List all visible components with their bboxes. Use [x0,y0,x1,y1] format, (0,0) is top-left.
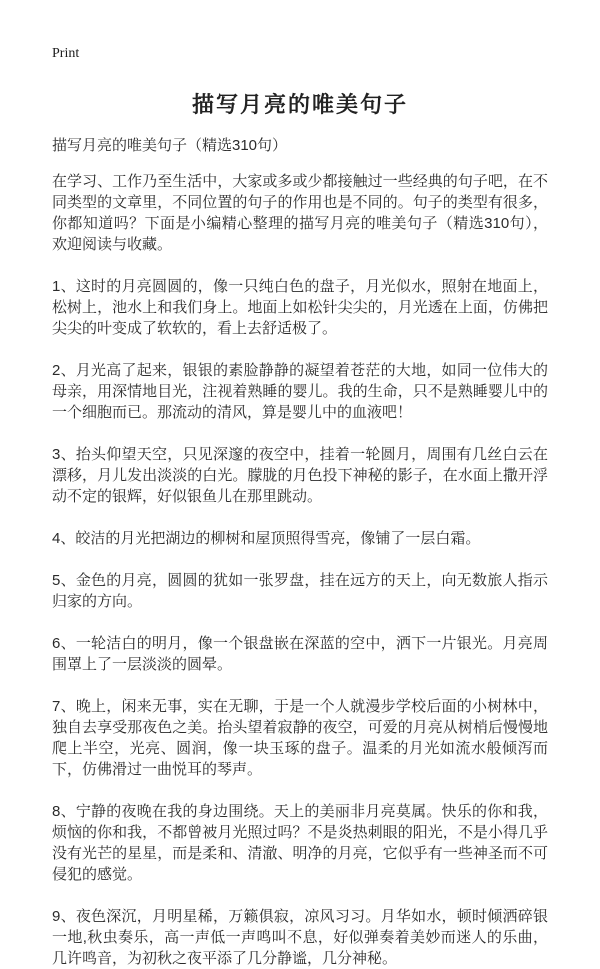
intro-paragraph: 在学习、工作乃至生活中，大家或多或少都接触过一些经典的句子吧，在不同类型的文章里，不同位置的句子的作用也是不同的。句子的类型有很多，你都知道吗？下面是小编精心整理的描写月亮的唯美句子（精选310句），欢迎阅读与收藏。 [52,173,548,253]
sentence-paragraph: 3、抬头仰望天空，只见深邃的夜空中，挂着一轮圆月，周围有几丝白云在漂移，月儿发出淡淡的白光。朦胧的月色投下神秘的影子，在水面上撒开浮动不定的银辉，好似银鱼儿在那里跳动。 [52,446,548,505]
sentence-paragraph: 4、皎洁的月光把湖边的柳树和屋顶照得雪亮，像铺了一层白霜。 [52,530,481,547]
page-title: 描写月亮的唯美句子 [191,92,408,117]
sentence-paragraph: 8、宁静的夜晚在我的身边围绕。天上的美丽非月亮莫属。快乐的你和我，烦恼的你和我，不都曾被月光照过吗？不是炎热刺眼的阳光，不是小得几乎没有光芒的星星，而是柔和、清澈、明净的月亮，它似乎有一些神圣而不可侵犯的感觉。 [52,803,548,883]
print-button[interactable]: Print [52,46,80,61]
sentence-paragraph: 1、这时的月亮圆圆的，像一只纯白色的盘子，月光似水，照射在地面上，松树上，池水上和我们身上。地面上如松针尖尖的，月光透在上面，仿佛把尖尖的叶变成了软软的，看上去舒适极了。 [52,278,548,337]
sentence-paragraph: 5、金色的月亮，圆圆的犹如一张罗盘，挂在远方的天上，向无数旅人指示归家的方向。 [52,572,548,610]
sentence-paragraph: 6、一轮洁白的明月，像一个银盘嵌在深蓝的空中，洒下一片银光。月亮周围罩上了一层淡淡的圆晕。 [52,635,548,673]
sentence-paragraph: 9、夜色深沉，月明星稀，万籁俱寂，凉风习习。月华如水，顿时倾洒碎银一地,秋虫奏乐，高一声低一声鸣叫不息，好似弹奏着美妙而迷人的乐曲，几许鸣音，为初秋之夜平添了几分静谧，几分神秘。 [52,908,548,967]
sentence-paragraph: 2、月光高了起来，银银的素脸静静的凝望着苍茫的大地，如同一位伟大的母亲，用深情地目光，注视着熟睡的婴儿。我的生命，只不是熟睡婴儿中的一个细胞而已。那流动的清风，算是婴儿中的血液吧！ [52,362,548,421]
page-subtitle: 描写月亮的唯美句子（精选310句） [52,137,288,154]
sentence-paragraph: 7、晚上，闲来无事，实在无聊，于是一个人就漫步学校后面的小树林中，独自去享受那夜色之美。抬头望着寂静的夜空，可爱的月亮从树梢后慢慢地爬上半空，光亮、圆润，像一块玉琢的盘子。温柔的月光如流水般倾泻而下，仿佛滑过一曲悦耳的琴声。 [52,698,548,778]
sentence-list [52,276,548,969]
